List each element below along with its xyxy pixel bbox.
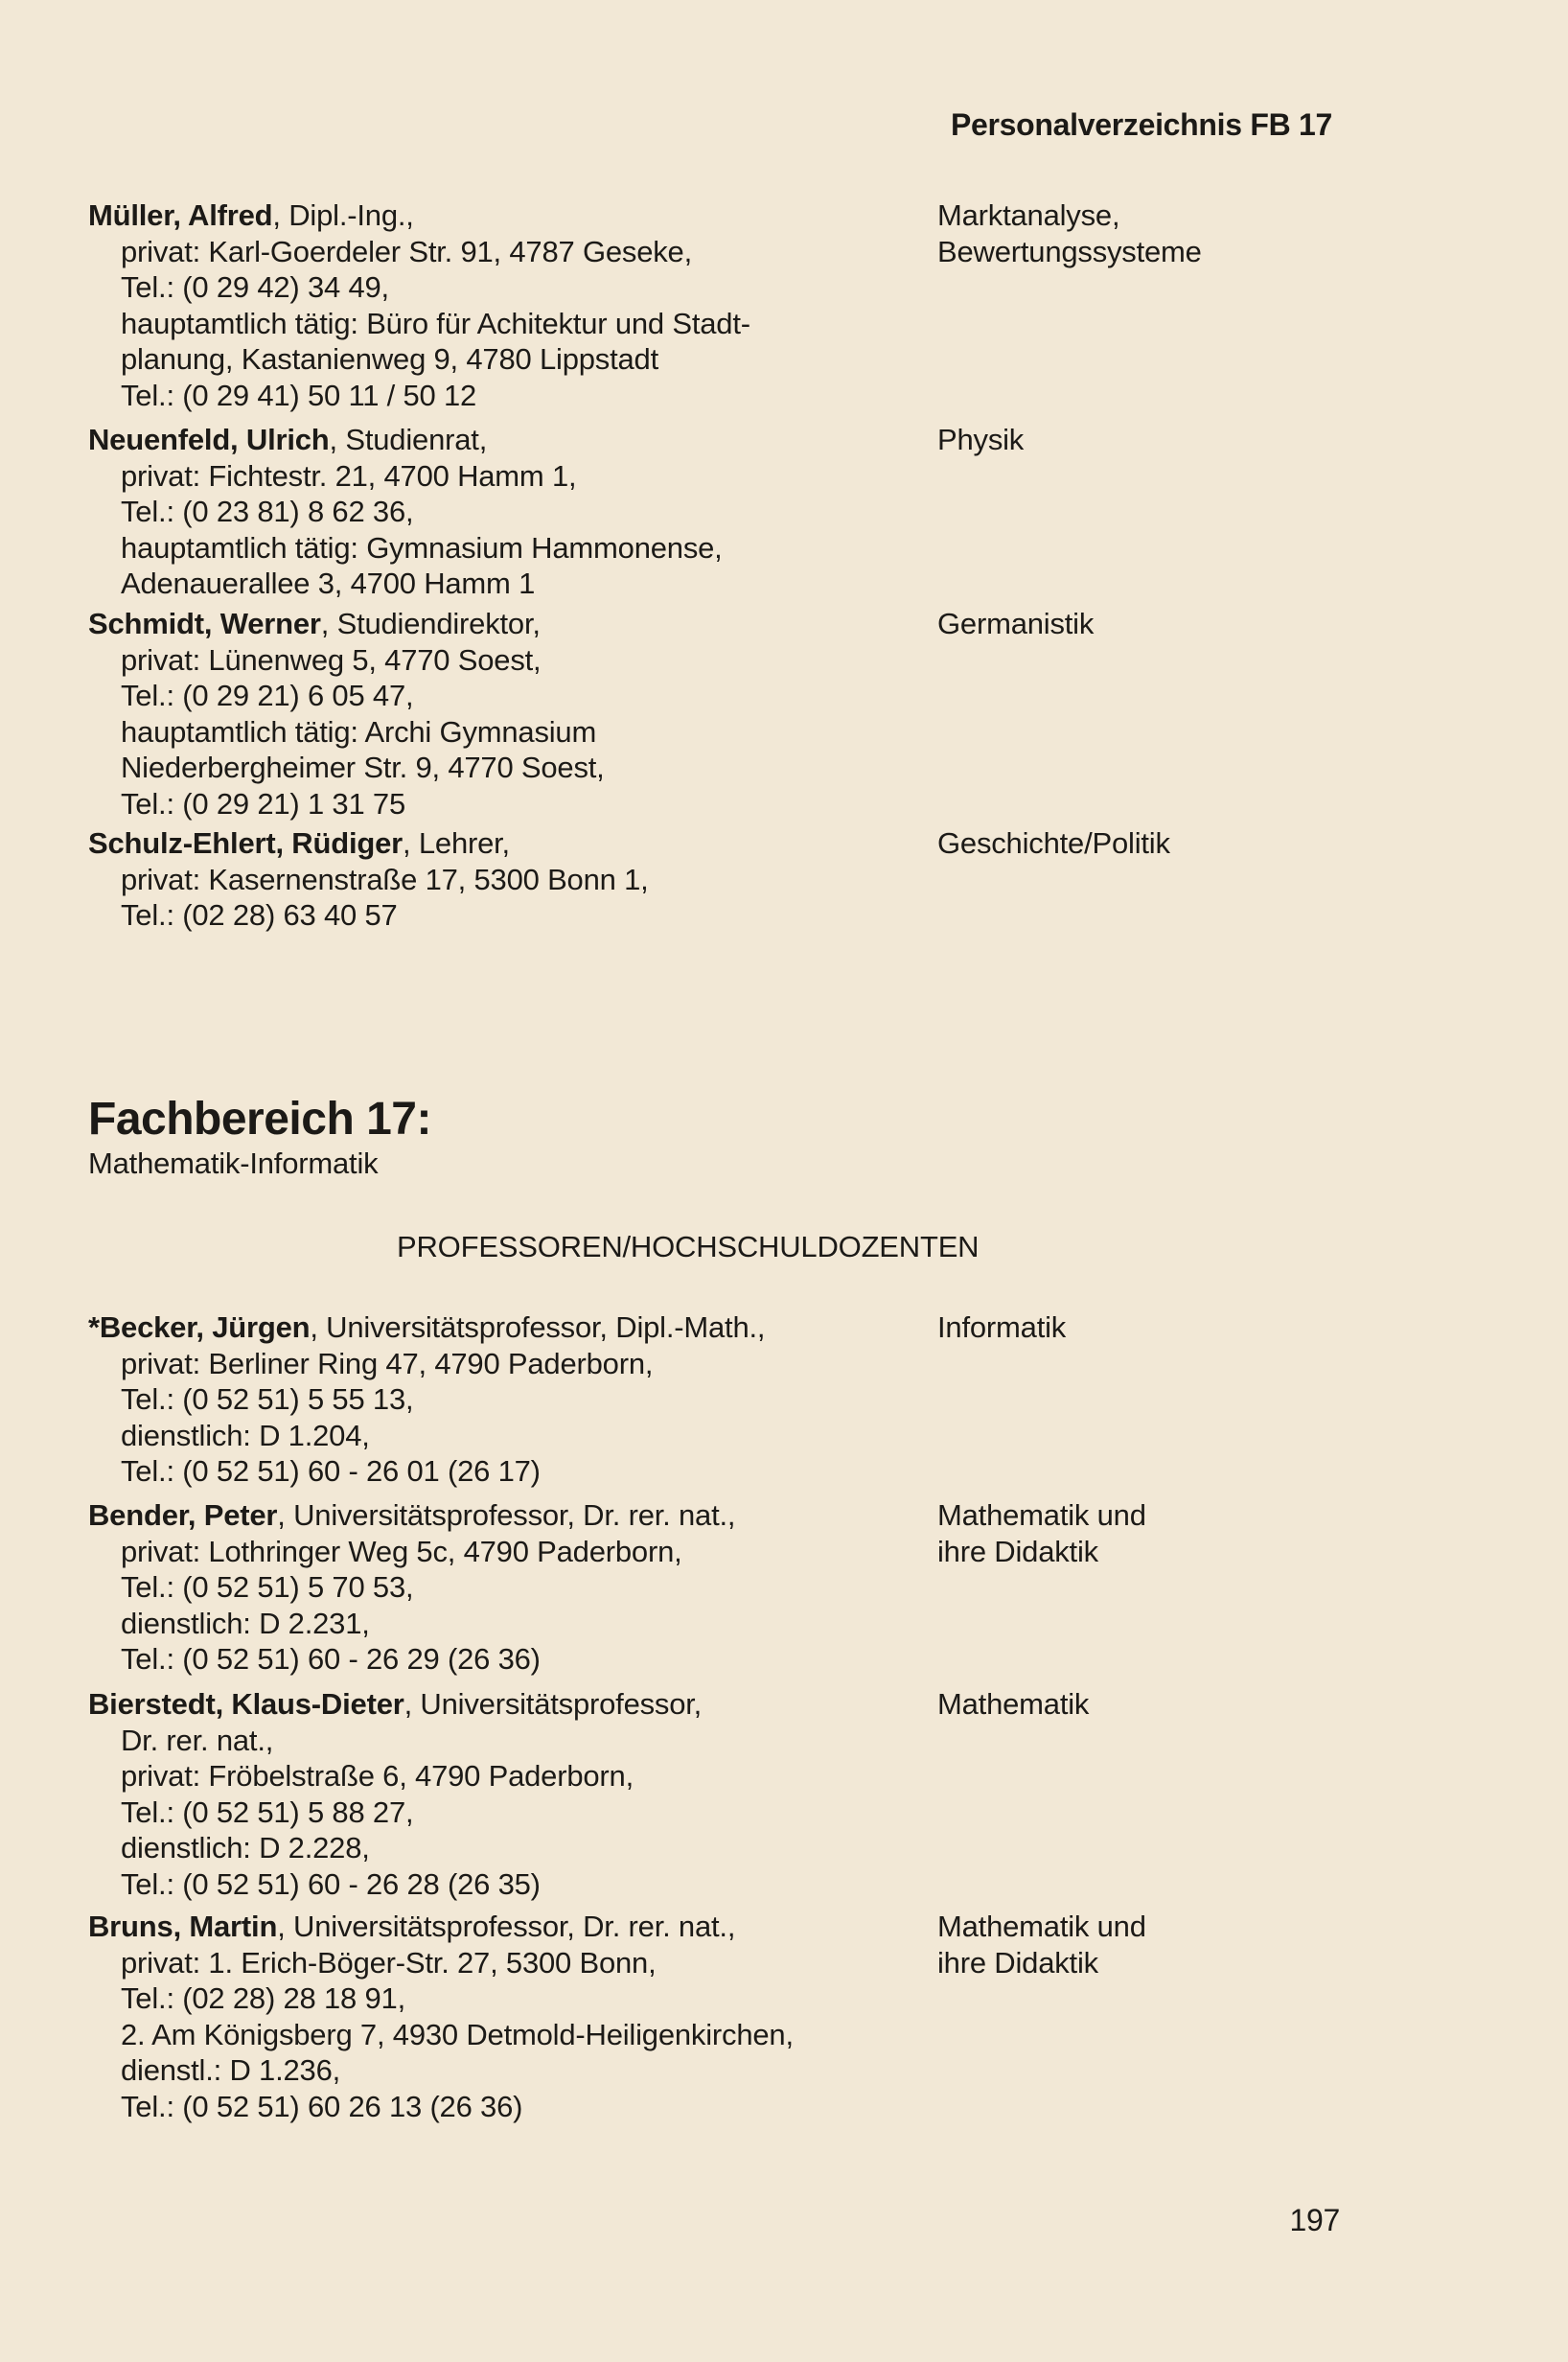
entry-line: Tel.: (0 29 21) 1 31 75 xyxy=(121,786,405,821)
person-name: Schulz-Ehlert, Rüdiger xyxy=(88,826,404,860)
directory-entry xyxy=(88,606,1363,822)
entry-line: Tel.: (0 29 41) 50 11 / 50 12 xyxy=(121,378,477,412)
directory-entry xyxy=(88,825,1363,934)
directory-entry xyxy=(88,422,1363,602)
person-name: Schmidt, Werner xyxy=(88,607,321,640)
person-name: Bruns, Martin xyxy=(88,1910,278,1943)
entry-line: Tel.: (0 29 21) 6 05 47, xyxy=(121,679,414,712)
entry-line: privat: Fichtestr. 21, 4700 Hamm 1, xyxy=(121,458,577,493)
running-header: Personalverzeichnis FB 17 xyxy=(950,107,1332,142)
entry-line: Tel.: (02 28) 63 40 57 xyxy=(121,898,398,932)
entry-line: Niederbergheimer Str. 9, 4770 Soest, xyxy=(121,751,605,784)
entry-line: privat: Berliner Ring 47, 4790 Paderborn, xyxy=(121,1346,654,1380)
entry-line: privat: 1. Erich-Böger-Str. 27, 5300 Bonn, xyxy=(121,1945,657,1980)
person-title: , Universitätsprofessor, xyxy=(404,1687,703,1721)
person-name: Bierstedt, Klaus-Dieter xyxy=(88,1687,404,1721)
directory-entry xyxy=(88,1686,1363,1902)
entry-line: dienstlich: D 1.204, xyxy=(121,1418,370,1452)
directory-entry xyxy=(88,197,1363,413)
entry-line: Dr. rer. nat., xyxy=(121,1723,274,1757)
person-name: *Becker, Jürgen xyxy=(88,1310,311,1344)
category-heading: PROFESSOREN/HOCHSCHULDOZENTEN xyxy=(397,1230,980,1263)
subject-area: Germanistik xyxy=(937,607,1095,640)
subject-area: Physik xyxy=(937,423,1025,456)
subject-area: Mathematik xyxy=(937,1687,1090,1721)
entry-line: privat: Lothringer Weg 5c, 4790 Paderborn, xyxy=(121,1534,682,1568)
entry-line: Tel.: (0 52 51) 60 - 26 29 (26 36) xyxy=(121,1642,541,1676)
entry-line: hauptamtlich tätig: Gymnasium Hammonense, xyxy=(121,530,723,565)
entry-line: 2. Am Königsberg 7, 4930 Detmold-Heiligenkirchen, xyxy=(121,2017,794,2051)
entry-line: privat: Fröbelstraße 6, 4790 Paderborn, xyxy=(121,1759,634,1793)
subject-area: Informatik xyxy=(937,1310,1067,1344)
entry-line: hauptamtlich tätig: Büro für Achitektur und Stadt- xyxy=(121,306,750,340)
entry-line: Tel.: (0 52 51) 5 55 13, xyxy=(121,1382,414,1416)
section-heading: Fachbereich 17: xyxy=(88,1094,431,1145)
person-title: , Studiendirektor, xyxy=(320,607,541,640)
person-name: Müller, Alfred xyxy=(88,198,273,232)
entry-line: Tel.: (0 52 51) 60 - 26 01 (26 17) xyxy=(121,1454,541,1488)
person-title: , Universitätsprofessor, Dr. rer. nat., xyxy=(277,1910,736,1943)
subject-area: Mathematik und ihre Didaktik xyxy=(937,1498,1146,1568)
entry-line: privat: Lünenweg 5, 4770 Soest, xyxy=(121,642,542,677)
entry-line: dienstl.: D 1.236, xyxy=(121,2053,341,2087)
person-title: , Universitätsprofessor, Dipl.-Math., xyxy=(310,1310,766,1344)
directory-entry xyxy=(88,1497,1363,1678)
person-title: , Universitätsprofessor, Dr. rer. nat., xyxy=(277,1498,736,1532)
entry-line: Tel.: (0 29 42) 34 49, xyxy=(121,270,389,304)
entry-line: Tel.: (0 23 81) 8 62 36, xyxy=(121,495,414,528)
entry-line: Tel.: (02 28) 28 18 91, xyxy=(121,1981,405,2015)
entry-line: Tel.: (0 52 51) 60 26 13 (26 36) xyxy=(121,2089,523,2123)
entry-line: Adenauerallee 3, 4700 Hamm 1 xyxy=(121,567,536,600)
subject-area: Geschichte/Politik xyxy=(937,826,1170,860)
entry-line: dienstlich: D 2.231, xyxy=(121,1606,370,1640)
person-title: , Studienrat, xyxy=(329,423,488,456)
person-title: , Lehrer, xyxy=(403,826,510,860)
entry-line: planung, Kastanienweg 9, 4780 Lippstadt xyxy=(121,342,658,376)
entry-line: Tel.: (0 52 51) 5 70 53, xyxy=(121,1570,414,1604)
directory-entry xyxy=(88,1309,1363,1490)
page-number: 197 xyxy=(1289,2203,1340,2237)
entry-line: dienstlich: D 2.228, xyxy=(121,1831,370,1864)
subject-area: Marktanalyse, Bewertungssysteme xyxy=(937,198,1202,268)
directory-entry xyxy=(88,1909,1363,2124)
subject-area: Mathematik und ihre Didaktik xyxy=(937,1910,1146,1980)
entry-line: privat: Karl-Goerdeler Str. 91, 4787 Geseke, xyxy=(121,234,693,268)
entry-line: Tel.: (0 52 51) 5 88 27, xyxy=(121,1795,414,1829)
entry-line: hauptamtlich tätig: Archi Gymnasium xyxy=(121,714,597,749)
person-name: Bender, Peter xyxy=(88,1498,278,1532)
person-name: Neuenfeld, Ulrich xyxy=(88,423,330,456)
entry-line: privat: Kasernenstraße 17, 5300 Bonn 1, xyxy=(121,862,649,896)
section-subheading: Mathematik-Informatik xyxy=(88,1146,379,1180)
person-title: , Dipl.-Ing., xyxy=(272,198,414,232)
entry-line: Tel.: (0 52 51) 60 - 26 28 (26 35) xyxy=(121,1866,541,1901)
